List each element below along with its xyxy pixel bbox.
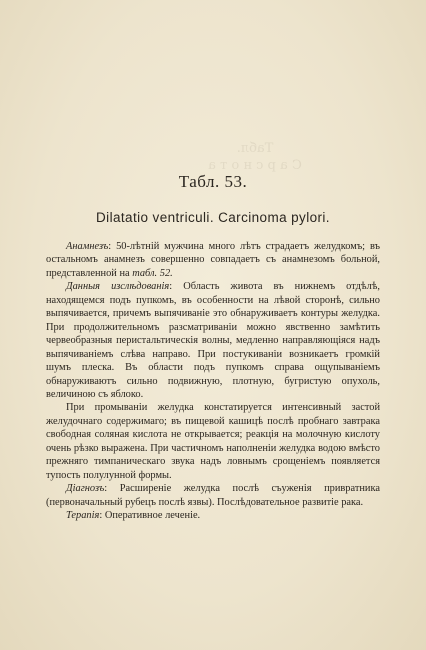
- lavage-paragraph: [46, 401, 380, 482]
- show-through-line: Табл.: [236, 141, 274, 156]
- therapy-label: Терапія: [66, 510, 100, 522]
- therapy-paragraph: [46, 509, 380, 522]
- plate-subtitle: Dilatatio ventriculi. Carcinoma pylori.: [96, 210, 330, 225]
- show-through-line: С а р с н о т а: [208, 158, 302, 173]
- plate-title: Табл. 53.: [178, 172, 248, 191]
- diagnosis-label: Діагнозъ: [66, 483, 105, 495]
- diagnosis-text: : Расширеніе желудка послѣ съуженія привратника (первоначальный рубецъ послѣ язвы). Послѣдовательное развитіе рака.: [46, 483, 380, 508]
- anamnesis-paragraph: [46, 240, 380, 280]
- examination-text: : Область живота въ нижнемъ отдѣлѣ, находящемся подъ пупкомъ, въ особенности на лѣвой сторонѣ, сильно выпячивается, причемъ выпячиваніе это обнаруживаетъ контуры желудка. При продолжительномъ разсматриваніи можно явственно замѣтить червеобразныя перистальтическія волны, медленно направляющіяся надъ выпячиваніемъ слѣва направо. При постукиваніи возникаетъ громкій шумъ плеска. Въ области подъ пупкомъ справа ощупываніемъ обнаруживаютъ сильно подвижную, плотную, бугристую опухоль, величиною съ яблоко.: [46, 281, 380, 400]
- lavage-text: При промываніи желудка констатируется интенсивный застой желудочнаго содержимаго; въ пищевой кашицѣ послѣ пробнаго завтрака свободная соляная кислота не открывается; реакція на молочную кислоту очень рѣзко выражена. При частичномъ наполненіи желудка водою вмѣсто прежняго тимпаническаго звука надъ ловнымъ срощеніемъ появляется тупость полулунной формы.: [46, 402, 380, 481]
- anamnesis-label: Анамнезъ: [66, 241, 109, 252]
- anamnesis-text: : 50-лѣтній мужчина много лѣтъ страдаетъ желудкомъ; въ остальномъ анамнезъ совершенно совпадаетъ съ анамнезомъ больной, представленной на: [46, 241, 380, 279]
- examination-label: Данныя изслѣдованія: [66, 281, 170, 293]
- diagnosis-paragraph: [46, 482, 380, 509]
- plate-reference: табл. 52.: [132, 267, 173, 279]
- case-description: [46, 240, 380, 523]
- examination-paragraph: [46, 280, 380, 401]
- therapy-text: : Оперативное леченіе.: [99, 510, 201, 522]
